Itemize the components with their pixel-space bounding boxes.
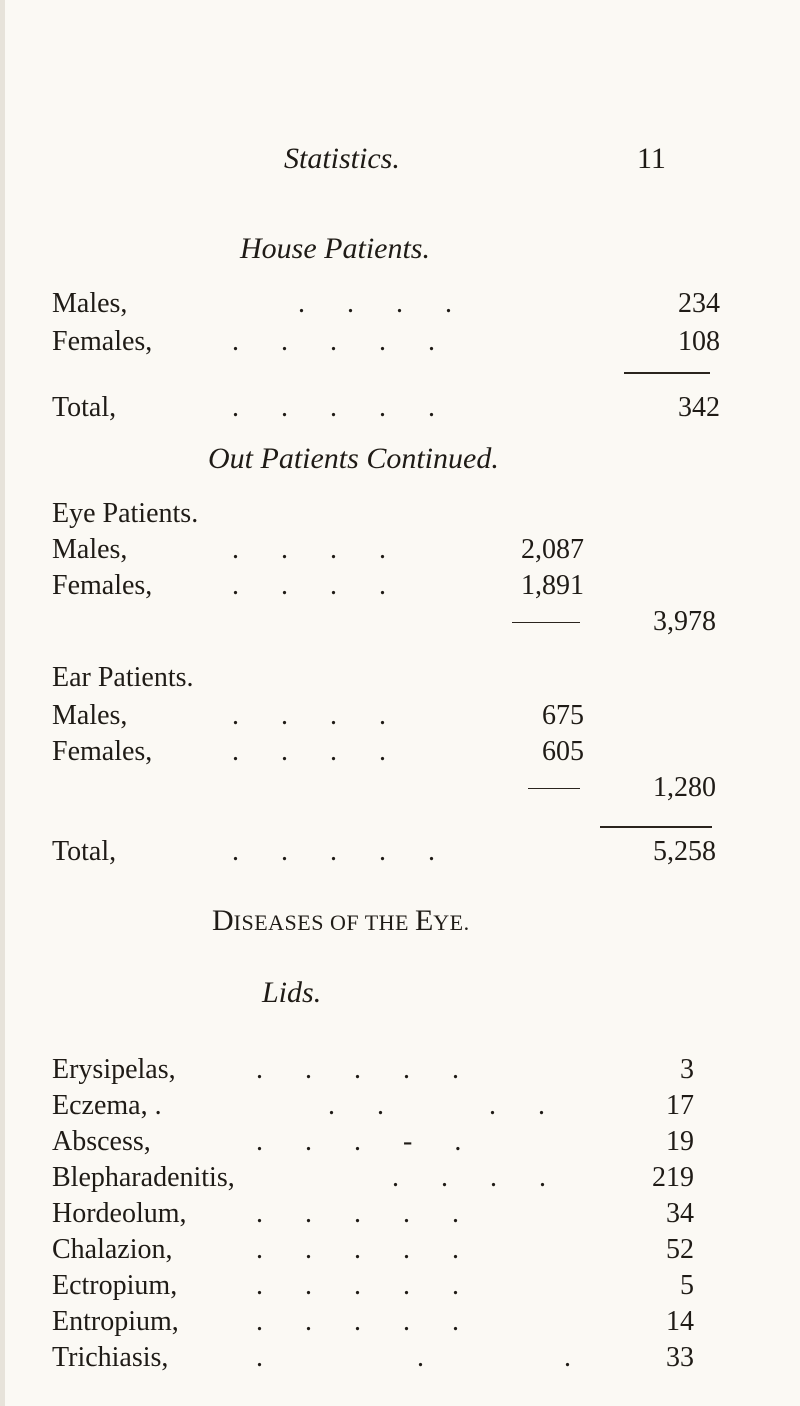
eye-males-value: 2,087 [521, 534, 584, 565]
out-total-label: Total, [52, 836, 117, 867]
ear-females-value: 605 [542, 736, 584, 767]
ear-patients-heading: Ear Patients. [52, 662, 194, 693]
disease-row-label: Ectropium, [52, 1270, 178, 1301]
diseases-title: DISEASES OF THE EYE. [212, 904, 470, 937]
disease-row-value: 219 [652, 1162, 694, 1193]
leader-dots: . . . . [298, 288, 452, 319]
leader-dots: . . . . [232, 534, 386, 565]
ear-males-label: Males, [52, 700, 128, 731]
disease-row-value: 5 [680, 1270, 694, 1301]
disease-row-value: 17 [666, 1090, 694, 1121]
disease-row-label: Trichiasis, [52, 1342, 169, 1373]
disease-row-label: Entropium, [52, 1306, 179, 1337]
leader-dots: . . . . . [256, 1234, 459, 1265]
lids-subtitle: Lids. [262, 976, 322, 1009]
eye-females-value: 1,891 [521, 570, 584, 601]
disease-row-value: 33 [666, 1342, 694, 1373]
ear-males-value: 675 [542, 700, 584, 731]
eye-females-label: Females, [52, 570, 153, 601]
house-patients-title: House Patients. [240, 232, 430, 265]
disease-row-value: 52 [666, 1234, 694, 1265]
eye-males-label: Males, [52, 534, 128, 565]
out-total-value: 5,258 [653, 836, 716, 867]
leader-dots: . . . . [328, 1090, 545, 1121]
leader-dots: . . . . [232, 736, 386, 767]
page-edge [0, 0, 5, 1406]
ear-females-label: Females, [52, 736, 153, 767]
leader-dots: . . . . [232, 700, 386, 731]
sum-rule [600, 826, 712, 828]
running-title: Statistics. [284, 142, 400, 175]
disease-row-value: 19 [666, 1126, 694, 1157]
ear-subtotal-value: 1,280 [653, 772, 716, 803]
disease-row-label: Chalazion, [52, 1234, 173, 1265]
disease-row-value: 34 [666, 1198, 694, 1229]
leader-dots: . . . . [392, 1162, 546, 1193]
leader-dots: . . . . . [256, 1198, 459, 1229]
house-males-label: Males, [52, 288, 128, 319]
disease-row-label: Erysipelas, [52, 1054, 176, 1085]
house-total-label: Total, [52, 392, 117, 423]
leader-dots: . . . . . [232, 392, 435, 423]
disease-row-label: Hordeolum, [52, 1198, 187, 1229]
out-patients-title: Out Patients Continued. [208, 442, 499, 475]
leader-dots: . . . . . [232, 836, 435, 867]
disease-row-label: Abscess, [52, 1126, 151, 1157]
leader-dots: . . . [256, 1342, 571, 1373]
leader-dots: . . . . . [232, 326, 435, 357]
leader-dots: . . . - . [256, 1126, 462, 1157]
disease-row-label: Blepharadenitis, [52, 1162, 235, 1193]
eye-patients-heading: Eye Patients. [52, 498, 199, 529]
sum-rule [624, 372, 710, 374]
disease-row-value: 14 [666, 1306, 694, 1337]
house-males-value: 234 [678, 288, 720, 319]
dash-rule [528, 788, 580, 789]
eye-subtotal-value: 3,978 [653, 606, 716, 637]
disease-row-value: 3 [680, 1054, 694, 1085]
house-females-label: Females, [52, 326, 153, 357]
leader-dots: . . . . . [256, 1054, 459, 1085]
leader-dots: . . . . . [256, 1306, 459, 1337]
leader-dots: . . . . [232, 570, 386, 601]
page-number: 11 [637, 142, 666, 175]
dash-rule [512, 622, 580, 623]
leader-dots: . . . . . [256, 1270, 459, 1301]
house-total-value: 342 [678, 392, 720, 423]
disease-row-label: Eczema, . [52, 1090, 162, 1121]
house-females-value: 108 [678, 326, 720, 357]
